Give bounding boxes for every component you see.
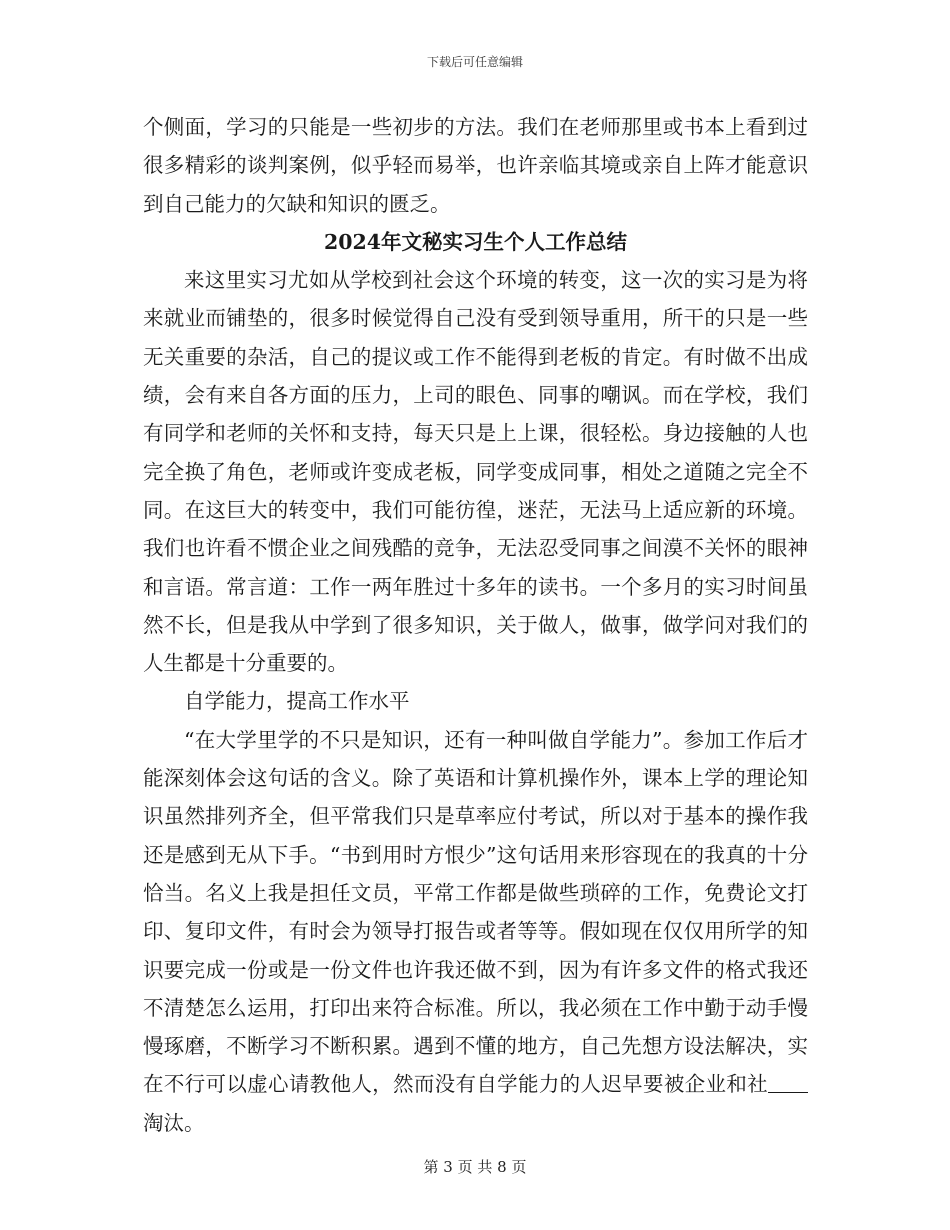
page-header: 下载后可任意编辑: [426, 55, 523, 69]
continuation-paragraph: 个侧面，学习的只能是一些初步的方法。我们在老师那里或书本上看到过很多精彩的谈判案例，似乎轻而易举，也许亲临其境或亲自上阵才能意识到自己能力的欠缺和知识的匮乏。: [143, 115, 808, 216]
paragraph-2-text: “在大学里学的不只是知识，还有一种叫做自学能力”。参加工作后才能深刻体会这句话的含义。除了英语和计算机操作外，课本上学的理论知识虽然排列齐全，但平常我们只是草率应付考试，所以对于基本的操作我还是感到无从下手。“书到用时方恨少”这句话用来形容现在的我真的十分恰当。名义上我是担任文员，平常工作都是做些琐碎的工作，免费论文打印、复印文件，有时会为领导打报告或者等等。假如现在仅仅用所学的知识要完成一份或是一份文件也许我还做不到，因为有许多文件的格式我还不清楚怎么运用，打印出来符合标准。所以，我必须在工作中勤于动手慢慢琢磨，不断学习不断积累。遇到不懂的地方，自己先想方设法解决，实在不行可以虚心请教他人，然而没有自学能力的人迟早要被企业和社: [143, 727, 808, 1097]
subheading: 自学能力，提高工作水平: [184, 689, 410, 714]
paragraph-2-ending: 淘汰。: [143, 1110, 205, 1135]
section-title: 2024年文秘实习生个人工作总结: [323, 229, 628, 254]
page-footer: 第 3 页 共 8 页: [423, 1158, 527, 1176]
fill-in-blank: [768, 1072, 808, 1094]
document-body: [143, 108, 808, 1142]
body-paragraph-2: [143, 721, 808, 1142]
body-paragraph-1: 来这里实习尤如从学校到社会这个环境的转变，这一次的实习是为将来就业而铺垫的，很多时候觉得自己没有受到领导重用，所干的只是一些无关重要的杂活，自己的提议或工作不能得到老板的肯定。有时做不出成绩，会有来自各方面的压力，上司的眼色、同事的嘲讽。而在学校，我们有同学和老师的关怀和支持，每天只是上上课，很轻松。身边接触的人也完全换了角色，老师或许变成老板，同学变成同事，相处之道随之完全不同。在这巨大的转变中，我们可能彷徨，迷茫，无法马上适应新的环境。我们也许看不惯企业之间残酷的竞争，无法忍受同事之间漠不关怀的眼神和言语。常言道：工作一两年胜过十多年的读书。一个多月的实习时间虽然不长，但是我从中学到了很多知识，关于做人，做事，做学问对我们的人生都是十分重要的。: [143, 268, 808, 676]
